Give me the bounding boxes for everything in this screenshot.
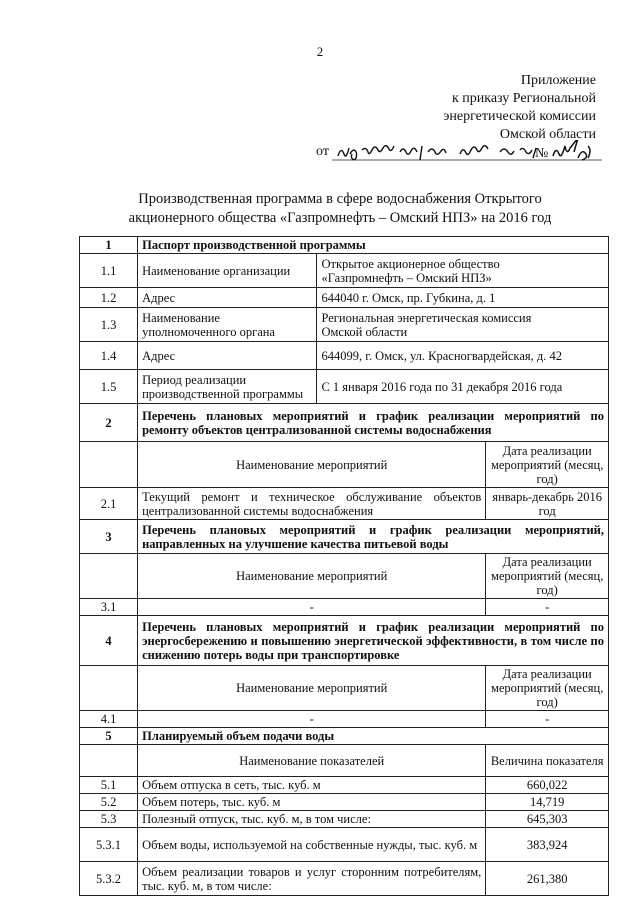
row-value: 660,022 (486, 777, 609, 794)
row-date: - (486, 599, 609, 616)
column-header-name: Наименование мероприятий (138, 554, 486, 599)
row-name: Полезный отпуск, тыс. куб. м, в том числе: (138, 811, 486, 828)
row-number: 1.2 (80, 288, 138, 308)
row-number: 1.3 (80, 308, 138, 342)
table-row (80, 794, 609, 811)
section-2-header-row (80, 404, 609, 442)
row-value: 261,380 (486, 862, 609, 896)
row-number: 5.3.1 (80, 828, 138, 862)
section-5-header-row (80, 728, 609, 745)
column-header-name: Наименование мероприятий (138, 442, 486, 488)
section-header: Перечень плановых мероприятий и график реализации мероприятий, направленных на улучшение качества питьевой воды (138, 520, 609, 554)
section-number: 2 (80, 404, 138, 442)
appendix-line-3: энергетической комиссии (443, 109, 596, 124)
section-1-header-row (80, 237, 609, 254)
row-number: 5.2 (80, 794, 138, 811)
svg-text:№: № (535, 146, 549, 161)
value-line: «Газпромнефть – Омский НПЗ» (321, 270, 492, 285)
row-value (317, 308, 609, 342)
table-row (80, 342, 609, 370)
page-number: 2 (316, 44, 324, 59)
appendix-line-2: к приказу Региональной (451, 91, 596, 106)
row-label: Адрес (138, 288, 317, 308)
appendix-line-1: Приложение (520, 73, 596, 88)
row-label (138, 308, 317, 342)
column-header-row (80, 745, 609, 777)
table-row (80, 811, 609, 828)
appendix-line-4: Омской области (499, 127, 596, 142)
section-number: 1 (80, 237, 138, 254)
row-value: 645,303 (486, 811, 609, 828)
section-header: Перечень плановых мероприятий и график реализации мероприятий по энергосбережению и повышению энергетической эффективности, в том числе по снижению потерь воды при транспортировке (138, 616, 609, 666)
row-name: Объем отпуска в сеть, тыс. куб. м (138, 777, 486, 794)
section-3-header-row (80, 520, 609, 554)
table-row (80, 777, 609, 794)
table-row (80, 254, 609, 288)
section-number: 5 (80, 728, 138, 745)
row-value: 383,924 (486, 828, 609, 862)
column-header-value: Величина показателя (486, 745, 609, 777)
row-number: 5.3.2 (80, 862, 138, 896)
document-title (70, 190, 610, 228)
table-row (80, 488, 609, 520)
table-row (80, 370, 609, 404)
row-value (317, 254, 609, 288)
column-header-row (80, 442, 609, 488)
value-line: Омской области (321, 324, 408, 339)
column-header-row (80, 666, 609, 711)
row-number: 1.4 (80, 342, 138, 370)
value-line: Открытое акционерное общество (321, 256, 500, 271)
row-value: 644099, г. Омск, ул. Красногвардейская, д. 42 (317, 342, 609, 370)
column-header-date: Дата реализации мероприятий (месяц, год) (486, 442, 609, 488)
empty-cell (80, 745, 138, 777)
row-name: Объем воды, используемой на собственные нужды, тыс. куб. м (138, 828, 486, 862)
row-number: 4.1 (80, 711, 138, 728)
section-4-header-row (80, 616, 609, 666)
column-header-row (80, 554, 609, 599)
row-number: 1.1 (80, 254, 138, 288)
title-line-1: Производственная программа в сфере водоснабжения Открытого (138, 191, 542, 207)
row-value: С 1 января 2016 года по 31 декабря 2016 года (317, 370, 609, 404)
title-line-2: акционерного общества «Газпромнефть – Омский НПЗ» на 2016 год (128, 210, 552, 226)
table-row (80, 828, 609, 862)
row-name: - (138, 599, 486, 616)
row-date: январь-декабрь 2016 год (486, 488, 609, 520)
label-line: Период реализации (142, 372, 247, 387)
section-number: 3 (80, 520, 138, 554)
row-number: 5.3 (80, 811, 138, 828)
handwritten-order-date (310, 140, 610, 166)
value-line: Региональная энергетическая комиссия (321, 310, 532, 325)
row-number: 5.1 (80, 777, 138, 794)
section-header: Перечень плановых мероприятий и график реализации мероприятий по ремонту объектов централизованной системы водоснабжения (138, 404, 609, 442)
row-name: Текущий ремонт и техническое обслуживание объектов централизованной системы водоснабжения (138, 488, 486, 520)
row-name: - (138, 711, 486, 728)
section-header: Планируемый объем подачи воды (138, 728, 609, 745)
label-line: производственной программы (142, 386, 304, 401)
empty-cell (80, 442, 138, 488)
row-value: 14,719 (486, 794, 609, 811)
column-header-date: Дата реализации мероприятий (месяц, год) (486, 554, 609, 599)
row-number: 2.1 (80, 488, 138, 520)
order-prefix: от (316, 144, 329, 159)
row-date: - (486, 711, 609, 728)
appendix-block (443, 72, 596, 144)
empty-cell (80, 666, 138, 711)
column-header-name: Наименование показателей (138, 745, 486, 777)
column-header-name: Наименование мероприятий (138, 666, 486, 711)
column-header-date: Дата реализации мероприятий (месяц, год) (486, 666, 609, 711)
row-name: Объем реализации товаров и услуг сторонним потребителям, тыс. куб. м, в том числе: (138, 862, 486, 896)
table-row (80, 862, 609, 896)
label-line: Наименование (142, 310, 220, 325)
section-header: Паспорт производственной программы (138, 237, 609, 254)
table-row (80, 288, 609, 308)
empty-cell (80, 554, 138, 599)
table-row (80, 711, 609, 728)
production-program-table (79, 236, 609, 896)
row-number: 3.1 (80, 599, 138, 616)
row-name: Объем потерь, тыс. куб. м (138, 794, 486, 811)
row-label: Наименование организации (138, 254, 317, 288)
row-number: 1.5 (80, 370, 138, 404)
label-line: уполномоченного органа (142, 324, 275, 339)
row-value: 644040 г. Омск, пр. Губкина, д. 1 (317, 288, 609, 308)
table-row (80, 308, 609, 342)
table-row (80, 599, 609, 616)
section-number: 4 (80, 616, 138, 666)
order-date-line (310, 140, 610, 164)
row-label: Адрес (138, 342, 317, 370)
row-label (138, 370, 317, 404)
